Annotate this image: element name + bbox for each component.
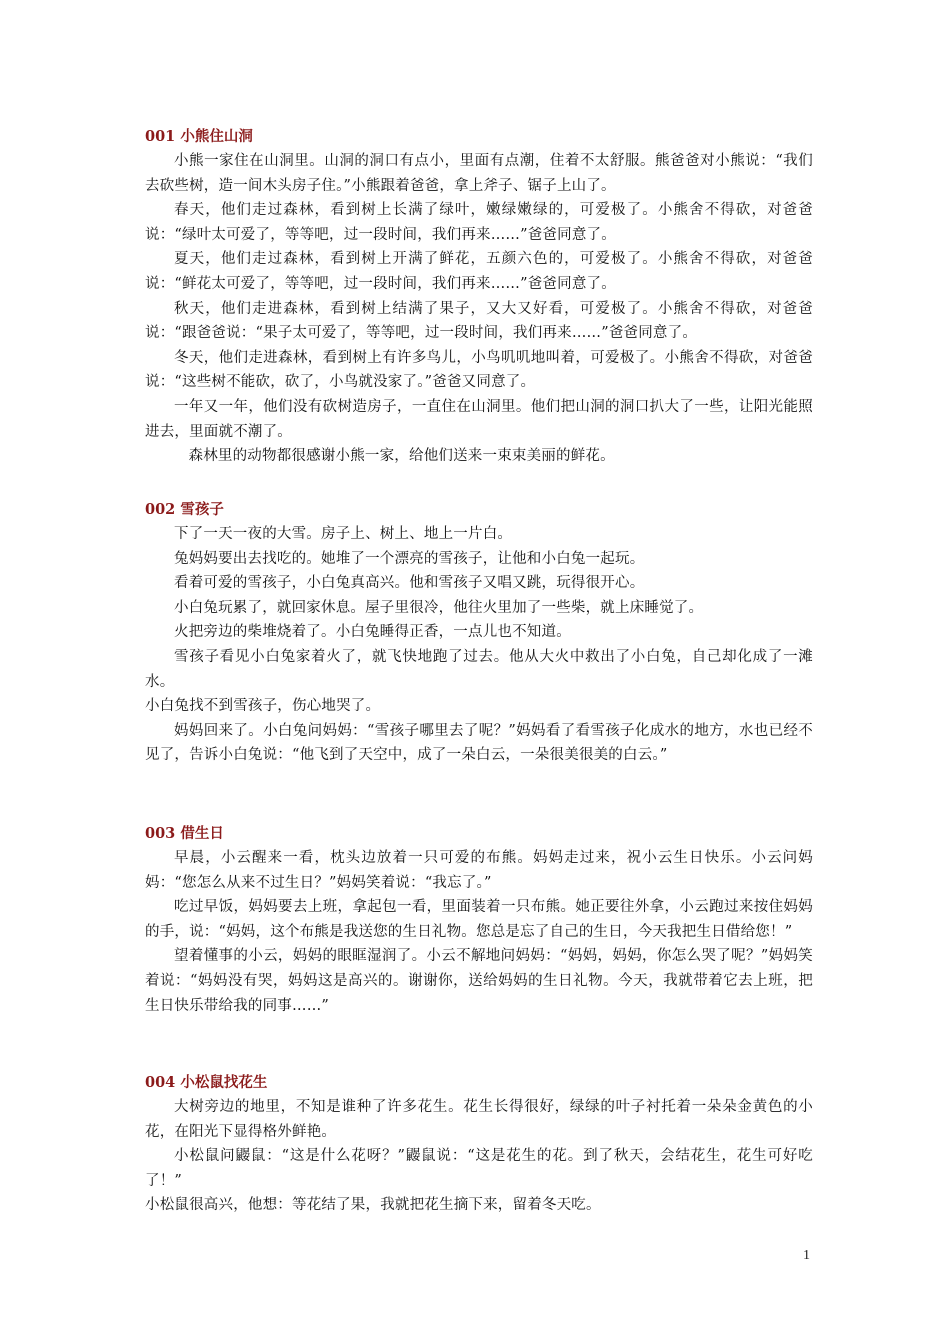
paragraph: 看着可爱的雪孩子，小白兔真高兴。他和雪孩子又唱又跳，玩得很开心。	[174, 575, 645, 592]
paragraph: 春天，他们走过森林，看到树上长满了绿叶，嫩绿嫩绿的，可爱极了。小熊舍不得砍，对爸爸说：“绿叶太可爱了，等等吧，过一段时间，我们再来……”爸爸同意了。	[145, 202, 813, 243]
paragraph: 小松鼠问鼹鼠：“这是什么花呀？”鼹鼠说：“这是花生的花。到了秋天，会结花生，花生可好吃了！”	[145, 1148, 813, 1189]
paragraph: 妈妈回来了。小白兔问妈妈：“雪孩子哪里去了呢？”妈妈看了看雪孩子化成水的地方，水也已经不见了，告诉小白兔说：“他飞到了天空中，成了一朵白云，一朵很美很美的白云。”	[145, 722, 813, 764]
story-title: 002 雪孩子	[145, 501, 224, 518]
page-number: 1	[803, 1248, 810, 1263]
paragraph: 望着懂事的小云，妈妈的眼眶湿润了。小云不解地问妈妈：“妈妈，妈妈，你怎么哭了呢？”妈妈笑着说：“妈妈没有哭，妈妈这是高兴的。谢谢你，送给妈妈的生日礼物。今天，我就带着它去上班，把生日快乐带给我的同事……”	[145, 948, 813, 1014]
story-title: 001 小熊住山洞	[145, 128, 253, 145]
paragraph: 火把旁边的柴堆烧着了。小白兔睡得正香，一点儿也不知道。	[174, 624, 571, 641]
paragraph: 兔妈妈要出去找吃的。她堆了一个漂亮的雪孩子，让他和小白兔一起玩。	[174, 550, 645, 567]
paragraph: 吃过早饭，妈妈要去上班，拿起包一看，里面装着一只布熊。她正要往外拿，小云跑过来按住妈妈的手，说：“妈妈，这个布熊是我送您的生日礼物。您总是忘了自己的生日，今天我把生日借给您！”	[145, 899, 813, 940]
paragraph: 冬天，他们走进森林，看到树上有许多鸟儿，小鸟叽叽地叫着，可爱极了。小熊舍不得砍，对爸爸说：“这些树不能砍，砍了，小鸟就没家了。”爸爸又同意了。	[145, 349, 813, 391]
paragraph: 下了一天一夜的大雪。房子上、树上、地上一片白。	[174, 526, 513, 542]
paragraph: 雪孩子看见小白兔家着火了，就飞快地跑了过去。他从大火中救出了小白兔，自己却化成了一滩水。	[145, 648, 813, 690]
paragraph: 小白兔找不到雪孩子，伤心地哭了。	[145, 698, 381, 715]
paragraph: 小熊一家住在山洞里。山洞的洞口有点小，里面有点潮，住着不太舒服。熊爸爸对小熊说：“我们去砍些树，造一间木头房子住。”小熊跟着爸爸，拿上斧子、锯子上山了。	[145, 153, 813, 194]
story-001	[145, 124, 813, 469]
story-003	[145, 821, 813, 1018]
paragraph: 森林里的动物都很感谢小熊一家，给他们送来一束束美丽的鲜花。	[188, 448, 615, 465]
paragraph: 大树旁边的地里，不知是谁种了许多花生。花生长得很好，绿绿的叶子衬托着一朵朵金黄色的小花，在阳光下显得格外鲜艳。	[145, 1099, 813, 1140]
paragraph: 小松鼠很高兴，他想：等花结了果，我就把花生摘下来，留着冬天吃。	[145, 1197, 601, 1214]
paragraph: 小白兔玩累了，就回家休息。屋子里很冷，他往火里加了一些柴，就上床睡觉了。	[174, 599, 704, 616]
paragraph: 夏天，他们走过森林，看到树上开满了鲜花，五颜六色的，可爱极了。小熊舍不得砍，对爸爸说：“鲜花太可爱了，等等吧，过一段时间，我们再来……”爸爸同意了。	[145, 251, 813, 292]
paragraph: 秋天，他们走进森林，看到树上结满了果子，又大又好看，可爱极了。小熊舍不得砍，对爸爸说：“跟爸爸说：“果子太可爱了，等等吧，过一段时间，我们再来……”爸爸同意了。	[145, 300, 813, 342]
story-title: 004 小松鼠找花生	[145, 1074, 268, 1091]
paragraph: 一年又一年，他们没有砍树造房子，一直住在山洞里。他们把山洞的洞口扒大了一些，让阳光能照进去，里面就不潮了。	[145, 398, 813, 440]
paragraph: 早晨，小云醒来一看，枕头边放着一只可爱的布熊。妈妈走过来，祝小云生日快乐。小云问妈妈：“您怎么从来不过生日？”妈妈笑着说：“我忘了。”	[145, 850, 813, 891]
story-004	[145, 1070, 813, 1218]
story-title: 003 借生日	[145, 825, 224, 842]
story-002	[145, 497, 813, 768]
